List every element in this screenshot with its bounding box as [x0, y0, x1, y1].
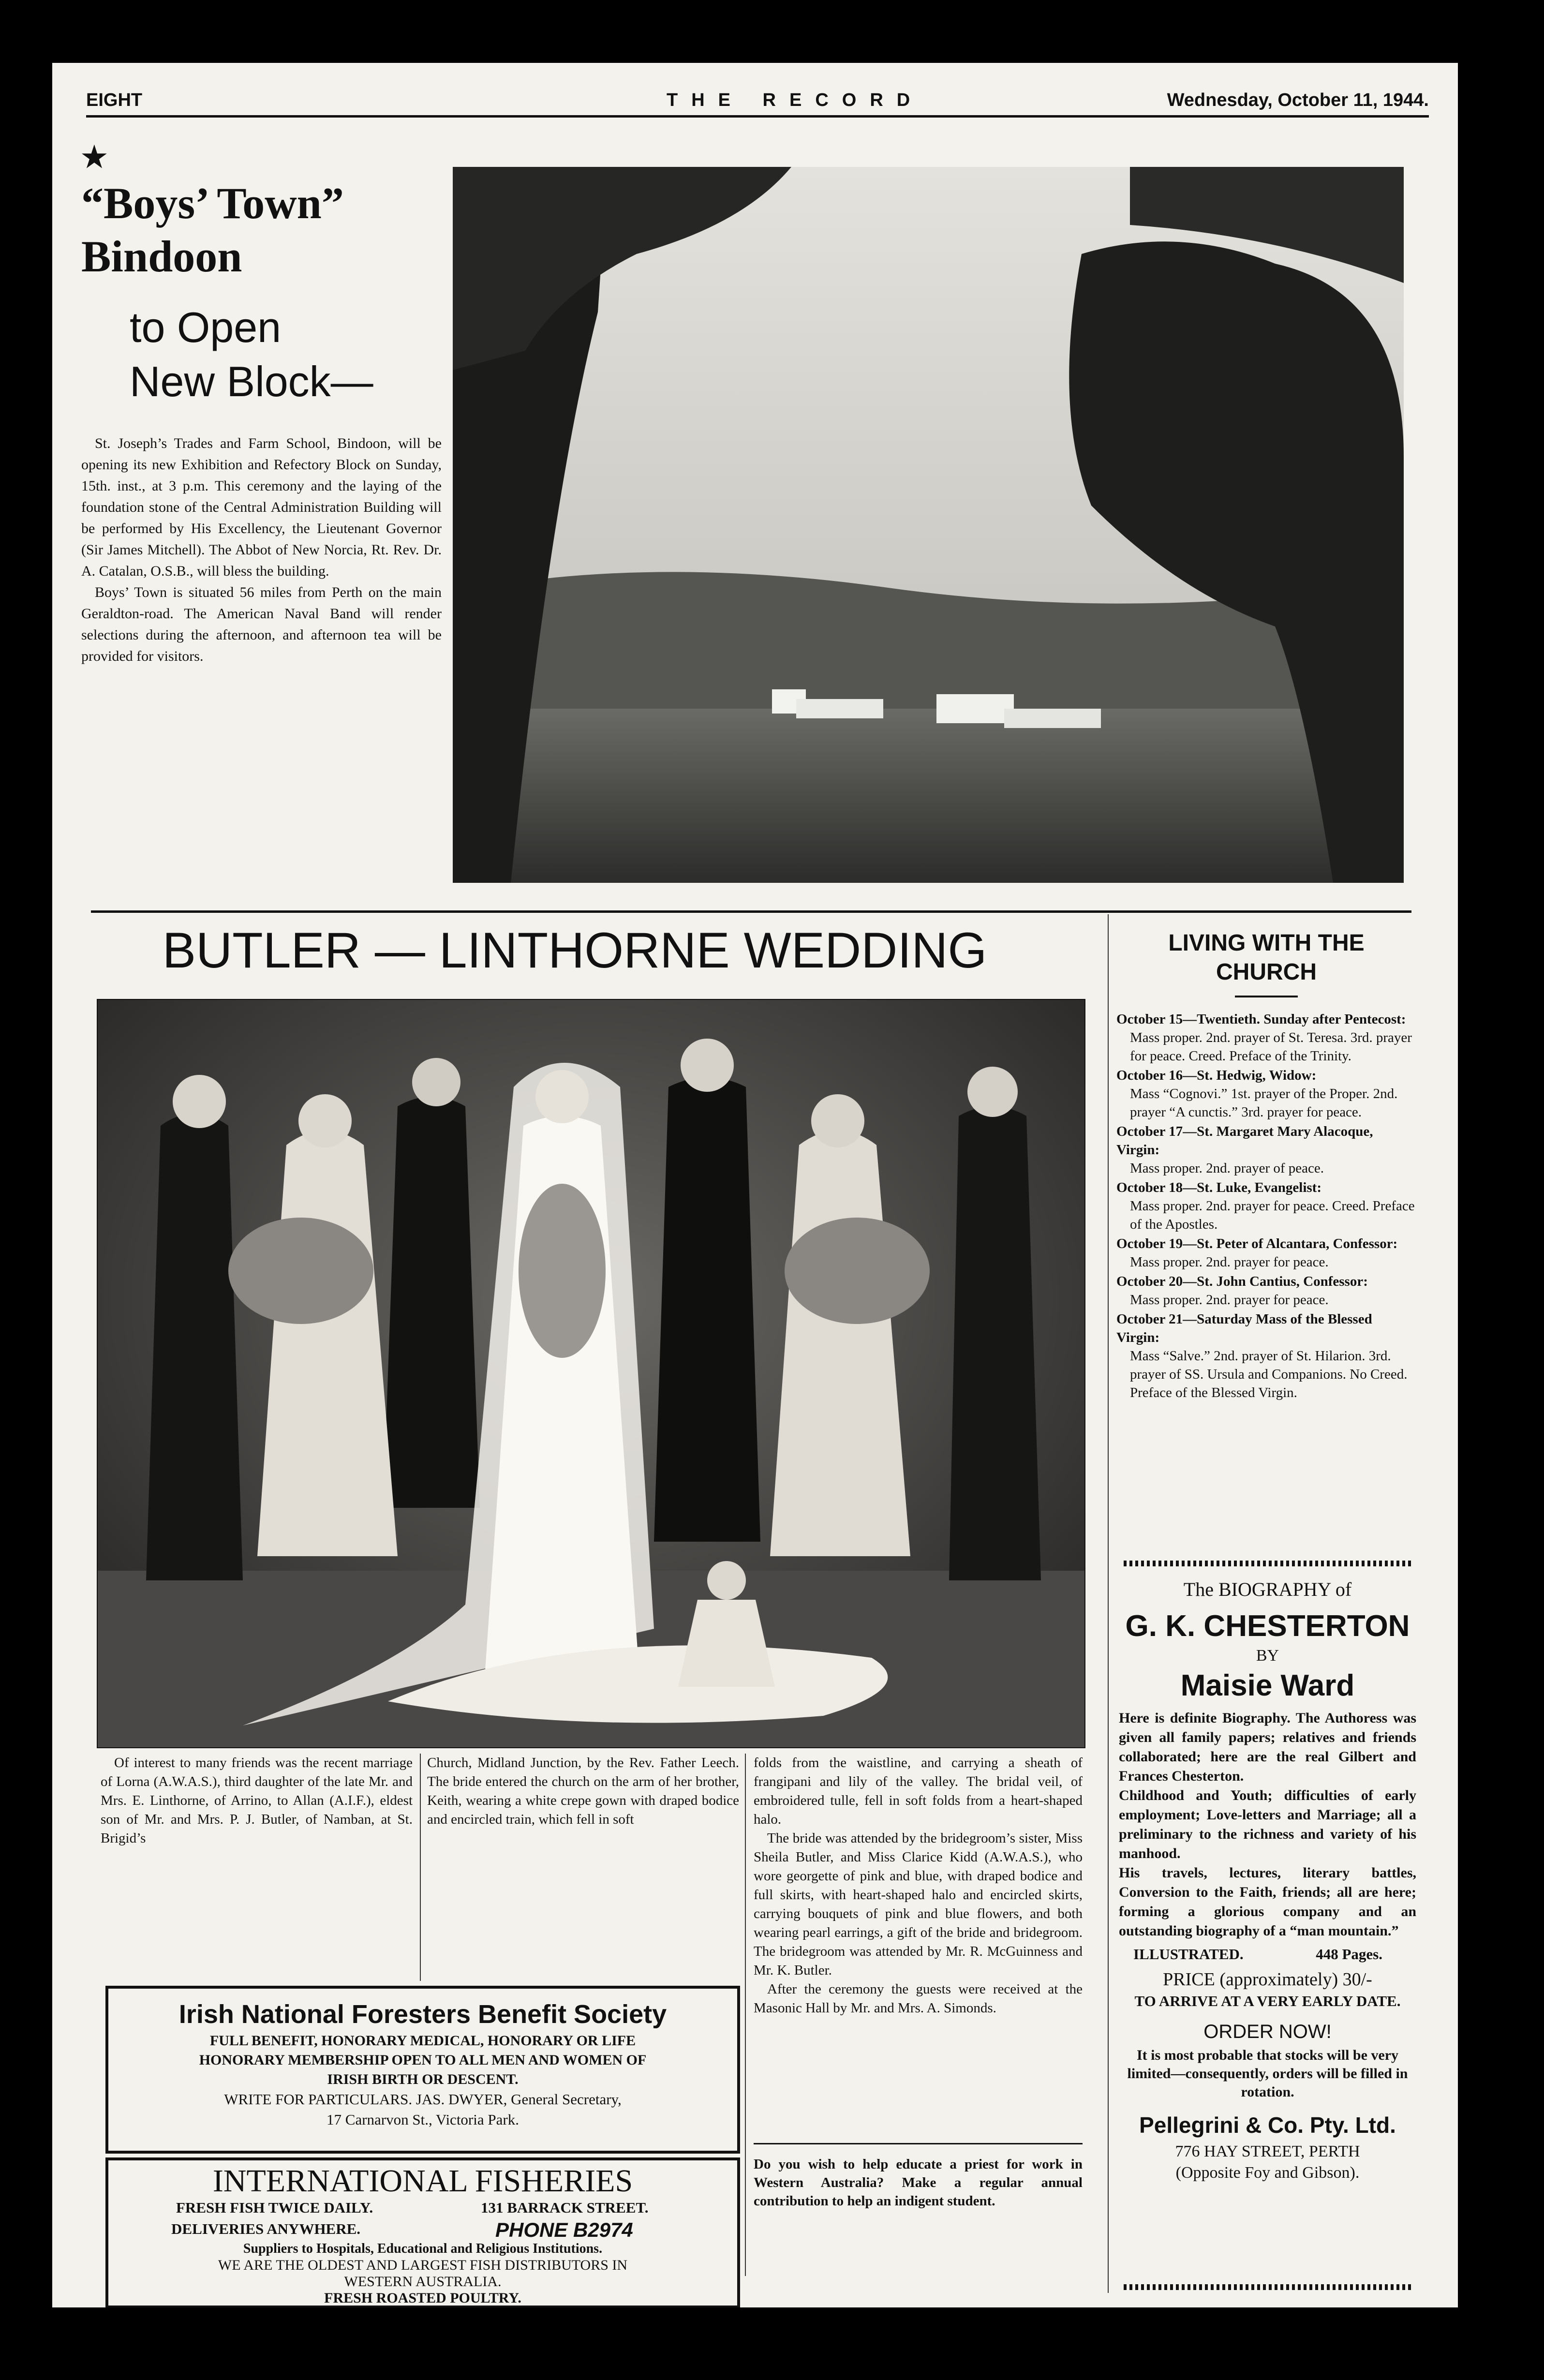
fisheries-street: 131 BARRACK STREET.	[481, 2199, 649, 2216]
calendar-notes: Mass proper. 2nd. prayer of peace.	[1130, 1160, 1324, 1176]
foresters-title: Irish National Foresters Benefit Society	[178, 2000, 667, 2029]
calendar-notes: Mass proper. 2nd. prayer for peace.	[1130, 1254, 1329, 1270]
calendar-entry	[1116, 1178, 1416, 1234]
bio-desc-3: His travels, lectures, literary battles, Conversion to the Faith, friends; all are here; forming a glorious company and an outstanding biography of a “man mountain.”	[1119, 1865, 1416, 1939]
wedding-headline: BUTLER — LINTHORNE WEDDING	[162, 922, 987, 979]
fisheries-deliveries: DELIVERIES ANYWHERE.	[171, 2220, 361, 2237]
boys-town-title-2: Bindoon	[81, 232, 242, 281]
bio-subject: G. K. CHESTERTON	[1125, 1609, 1410, 1643]
boys-town-sub-2: New Block—	[130, 357, 373, 405]
calendar-entry	[1116, 1122, 1416, 1177]
sidebar-rule	[1108, 914, 1109, 2293]
boys-town-article	[81, 143, 449, 667]
church-heading: LIVING WITH THE CHURCH	[1168, 930, 1365, 985]
star-icon: ★	[81, 141, 107, 173]
dotted-separator	[1124, 1561, 1414, 1566]
priest-appeal: Do you wish to help educate a priest for work in Western Australia? Make a regular annual contribution to help an indigent student.	[754, 2143, 1083, 2210]
bio-desc-2: Childhood and Youth; difficulties of early employment; Love-letters and Marriage; all a preliminary to the richness and variety of his manhood.	[1119, 1787, 1416, 1861]
calendar-day: October 19—St. Peter of Alcantara, Confessor:	[1116, 1236, 1398, 1251]
bindoon-photo	[453, 167, 1404, 883]
calendar-day: October 16—St. Hedwig, Widow:	[1116, 1068, 1317, 1083]
church-calendar	[1116, 1010, 1416, 1402]
paper-name: THE RECORD	[667, 90, 924, 110]
wedding-col3-text-c: After the ceremony the guests were received at the Masonic Hall by Mr. and Mrs. A. Simonds.	[754, 1981, 1083, 2016]
foresters-ad	[105, 1986, 740, 2154]
bio-stocks: It is most probable that stocks will be very limited—consequently, orders will be filled in rotation.	[1127, 2047, 1408, 2100]
calendar-day: October 20—St. John Cantius, Confessor:	[1116, 1274, 1368, 1289]
bio-illustrated: ILLUSTRATED.	[1133, 1946, 1244, 1963]
boys-town-para-2: Boys’ Town is situated 56 miles from Perth on the main Geraldton-road. The American Naval Band will render selections during the afternoon, and afternoon tea will be provided for visitors.	[81, 584, 442, 664]
foresters-line-5: 17 Carnarvon St., Victoria Park.	[327, 2111, 519, 2128]
fisheries-phone: PHONE B2974	[495, 2218, 633, 2241]
living-with-church	[1116, 929, 1416, 1403]
fisheries-title: INTERNATIONAL FISHERIES	[212, 2163, 633, 2199]
boys-town-para-1: St. Joseph’s Trades and Farm School, Bindoon, will be opening its new Exhibition and Refectory Block on Sunday, 15th. inst., at 3 p.m. This ceremony and the laying of the foundation stone of the Central Administration Building will be performed by His Excellency, the Lieutenant Governor (Sir James Mitchell). The Abbot of New Norcia, Rt. Rev. Dr. A. Catalan, O.S.B., will bless the building.	[81, 435, 442, 579]
fisheries-line-3: Suppliers to Hospitals, Educational and Religious Institutions.	[243, 2241, 603, 2256]
calendar-notes: Mass “Cognovi.” 1st. prayer of the Proper. 2nd. prayer “A cunctis.” 3rd. prayer for peace.	[1130, 1086, 1398, 1120]
calendar-notes: Mass proper. 2nd. prayer of St. Teresa. 3rd. prayer for peace. Creed. Preface of the Trinity.	[1130, 1030, 1412, 1064]
issue-date: Wednesday, October 11, 1944.	[1167, 90, 1429, 110]
calendar-entry	[1116, 1235, 1416, 1271]
calendar-entry	[1116, 1066, 1416, 1121]
calendar-day: October 21—Saturday Mass of the Blessed Virgin:	[1116, 1311, 1372, 1345]
bio-opposite: (Opposite Foy and Gibson).	[1175, 2164, 1360, 2182]
bio-pages: 448 Pages.	[1316, 1946, 1382, 1963]
boys-town-sub-1: to Open	[130, 303, 282, 351]
calendar-day: October 17—St. Margaret Mary Alacoque, Virgin:	[1116, 1124, 1373, 1158]
wedding-photo	[97, 999, 1085, 1748]
bio-order-now: ORDER NOW!	[1203, 2021, 1332, 2042]
wedding-col1-text: Of interest to many friends was the recent marriage of Lorna (A.W.A.S.), third daughter of the late Mr. and Mrs. E. Linthorne, of Arrino, to Allan (A.I.F.), eldest son of Mr. and Mrs. P. J. Butler, of Namban, at St. Brigid’s	[101, 1755, 413, 1846]
calendar-entry	[1116, 1010, 1416, 1065]
calendar-notes: Mass proper. 2nd. prayer for peace. Creed. Preface of the Apostles.	[1130, 1198, 1415, 1232]
chesterton-biography-ad	[1119, 1577, 1416, 2184]
wedding-group-image	[98, 1000, 1084, 1747]
bindoon-landscape-image	[453, 167, 1404, 883]
calendar-entry	[1116, 1272, 1416, 1309]
calendar-entry	[1116, 1310, 1416, 1402]
bio-price: PRICE (approximately) 30/-	[1163, 1969, 1372, 1990]
newspaper-page	[52, 63, 1458, 2307]
foresters-line-4: WRITE FOR PARTICULARS. JAS. DWYER, General Secretary,	[224, 2091, 622, 2108]
wedding-column-3	[754, 1754, 1083, 2018]
masthead	[86, 90, 1429, 119]
foresters-line-2: HONORARY MEMBERSHIP OPEN TO ALL MEN AND WOMEN OF	[199, 2052, 647, 2068]
calendar-notes: Mass proper. 2nd. prayer for peace.	[1130, 1292, 1329, 1308]
foresters-line-3: IRISH BIRTH OR DESCENT.	[327, 2071, 519, 2087]
boys-town-body	[81, 433, 442, 667]
wedding-col3-text-b: The bride was attended by the bridegroom’s sister, Miss Sheila Butler, and Miss Clarice Kidd (A.W.A.S.), who wore georgette of pink and blue, with draped bodice and full skirts, with heart-shaped halo and encircled skirts, carrying bouquets of pink and blue flowers, and both wearing pearl earrings, a gift of the bride and bridegroom. The bridegroom was attended by Mr. R. McGuinness and Mr. K. Butler.	[754, 1830, 1083, 1978]
fisheries-line-6: FRESH ROASTED POULTRY.	[324, 2290, 521, 2306]
boys-town-title-1: “Boys’ Town”	[81, 178, 344, 228]
bio-arrive: TO ARRIVE AT A VERY EARLY DATE.	[1134, 1993, 1401, 2009]
church-heading-rule	[1235, 996, 1298, 997]
bio-address: 776 HAY STREET, PERTH	[1175, 2142, 1360, 2160]
fisheries-ad	[105, 2157, 740, 2307]
bio-seller: Pellegrini & Co. Pty. Ltd.	[1139, 2112, 1396, 2138]
masthead-rule	[86, 115, 1429, 118]
wedding-col3-text-a: folds from the waistline, and carrying a sheath of frangipani and lily of the valley. The bridal veil, of embroidered tulle, fell in soft folds from a heart-shaped halo.	[754, 1755, 1083, 1827]
foresters-line-1: FULL BENEFIT, HONORARY MEDICAL, HONORARY OR LIFE	[209, 2033, 636, 2049]
wedding-col2-text: Church, Midland Junction, by the Rev. Father Leech. The bride entered the church on the arm of her brother, Keith, wearing a white crepe gown with draped bodice and encircled train, which fell in soft	[427, 1755, 739, 1827]
column-rule-1	[420, 1754, 421, 1981]
fisheries-fresh-fish: FRESH FISH TWICE DAILY.	[176, 2199, 373, 2216]
wedding-column-1	[101, 1754, 413, 1848]
section-rule	[91, 910, 1411, 913]
calendar-day: October 18—St. Luke, Evangelist:	[1116, 1180, 1321, 1195]
dotted-separator-bottom	[1124, 2284, 1414, 2290]
column-rule-2	[745, 1754, 746, 2276]
bio-desc-1: Here is definite Biography. The Authoress was given all family papers; relatives and friends collaborated; here are the real Gilbert and Frances Chesterton.	[1119, 1710, 1416, 1784]
fisheries-line-5: WESTERN AUSTRALIA.	[344, 2274, 502, 2290]
bio-by: BY	[1256, 1647, 1279, 1665]
bio-author: Maisie Ward	[1180, 1669, 1355, 1702]
page-number: EIGHT	[86, 90, 143, 110]
bio-intro: The BIOGRAPHY of	[1183, 1578, 1352, 1600]
calendar-day: October 15—Twentieth. Sunday after Pentecost:	[1116, 1012, 1406, 1027]
fisheries-line-4: WE ARE THE OLDEST AND LARGEST FISH DISTRIBUTORS IN	[218, 2257, 628, 2273]
wedding-column-2	[427, 1754, 739, 1829]
calendar-notes: Mass “Salve.” 2nd. prayer of St. Hilarion. 3rd. prayer of SS. Ursula and Companions. No Creed. Preface of the Blessed Virgin.	[1130, 1348, 1408, 1400]
